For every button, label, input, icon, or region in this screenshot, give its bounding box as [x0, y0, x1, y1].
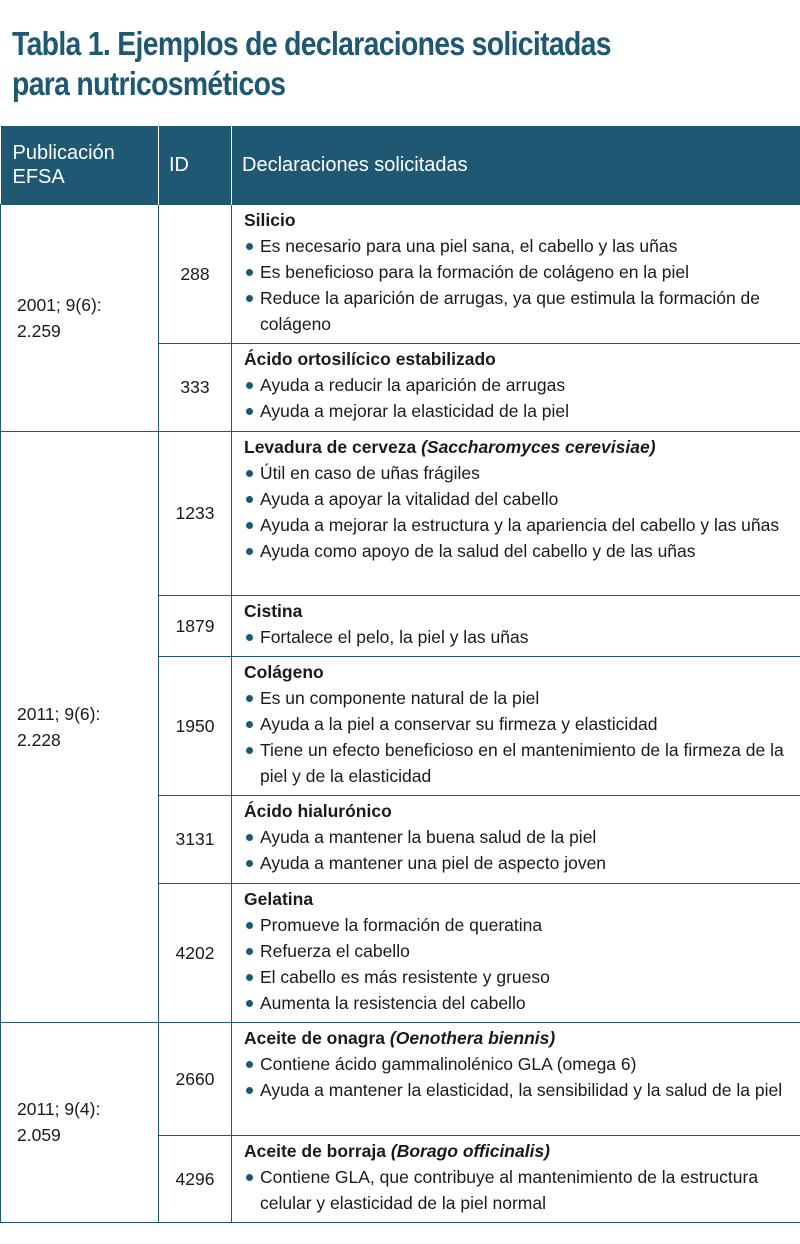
claims-cell: [232, 1022, 800, 1135]
claim-name: [244, 434, 790, 460]
claim-item: Contiene ácido gammalinolénico GLA (omega 6): [244, 1051, 790, 1077]
claims-cell: [232, 656, 800, 795]
claim-item: Ayuda a mantener la buena salud de la piel: [244, 824, 790, 850]
claims-cell: [232, 1135, 800, 1222]
header-publication-line-2: EFSA: [12, 165, 65, 188]
header-publication-line-1: Publicación: [12, 141, 115, 164]
claim-item: Es un componente natural de la piel: [244, 685, 790, 711]
claim-name: [244, 798, 790, 824]
claim-item: Fortalece el pelo, la piel y las uñas: [244, 624, 790, 650]
claim-list: [244, 685, 790, 789]
claim-item: Es necesario para una piel sana, el cabello y las uñas: [244, 233, 790, 259]
id-cell: 333: [159, 343, 232, 431]
claim-list: [244, 912, 790, 1016]
claim-item: Reduce la aparición de arrugas, ya que estimula la formación de colágeno: [244, 285, 790, 337]
id-cell: 1879: [159, 595, 232, 656]
table-title-line-2: para nutricosméticos: [12, 65, 286, 102]
claim-item: Contiene GLA, que contribuye al mantenimiento de la estructura celular y elasticidad de la piel normal: [244, 1164, 790, 1216]
claim-list: [244, 233, 790, 337]
claim-item: Es beneficioso para la formación de colágeno en la piel: [244, 259, 790, 285]
publication-line-2: 2.059: [17, 1125, 61, 1145]
ingredient-name: Ácido hialurónico: [244, 800, 392, 821]
id-cell: 4202: [159, 883, 232, 1022]
claim-name: [244, 598, 790, 624]
claim-item: Promueve la formación de queratina: [244, 912, 790, 938]
ingredient-name: Aceite de onagra: [244, 1027, 386, 1048]
claim-item: Ayuda a mejorar la elasticidad de la piel: [244, 398, 790, 424]
claim-name: [244, 659, 790, 685]
id-cell: 4296: [159, 1135, 232, 1222]
claim-list: [244, 1164, 790, 1216]
id-cell: 288: [159, 204, 232, 343]
claim-item: Aumenta la resistencia del cabello: [244, 990, 790, 1016]
claim-list: [244, 460, 790, 564]
header-id: ID: [159, 126, 232, 204]
ingredient-name: Ácido ortosilícico estabilizado: [244, 348, 496, 369]
claims-table: [0, 126, 800, 1223]
claim-list: [244, 1051, 790, 1103]
claim-name: [244, 1025, 790, 1051]
claim-item: Ayuda a apoyar la vitalidad del cabello: [244, 486, 790, 512]
publication-cell: [1, 1022, 159, 1222]
publication-cell: [1, 204, 159, 431]
claim-name: [244, 886, 790, 912]
claim-item: Ayuda a reducir la aparición de arrugas: [244, 372, 790, 398]
latin-name: (Borago officinalis): [390, 1140, 551, 1161]
ingredient-name: Levadura de cerveza: [244, 436, 417, 457]
header-claims: Declaraciones solicitadas: [232, 126, 800, 204]
claims-cell: [232, 795, 800, 883]
claim-item: Ayuda como apoyo de la salud del cabello y de las uñas: [244, 538, 790, 564]
claim-list: [244, 824, 790, 876]
claim-item: Tiene un efecto beneficioso en el mantenimiento de la firmeza de la piel y de la elasticidad: [244, 737, 790, 789]
id-cell: 2660: [159, 1022, 232, 1135]
publication-line-1: 2011; 9(6):: [17, 703, 101, 724]
claim-item: Ayuda a mantener la elasticidad, la sensibilidad y la salud de la piel: [244, 1077, 790, 1103]
table-body: [1, 204, 800, 1222]
id-cell: 1950: [159, 656, 232, 795]
ingredient-name: Colágeno: [244, 661, 324, 682]
ingredient-name: Gelatina: [244, 888, 314, 909]
publication-line-1: 2011; 9(4):: [17, 1099, 101, 1119]
claims-cell: [232, 204, 800, 343]
claim-item: Ayuda a la piel a conservar su firmeza y elasticidad: [244, 711, 790, 737]
table-header: [1, 126, 800, 204]
claim-name: [244, 207, 790, 233]
claims-cell: [232, 595, 800, 656]
table-row: [1, 1022, 800, 1135]
id-cell: 3131: [159, 795, 232, 883]
publication-cell: [1, 431, 159, 1022]
publication-line-2: 2.228: [17, 729, 61, 750]
id-cell: 1233: [159, 431, 232, 595]
claim-item: El cabello es más resistente y grueso: [244, 964, 790, 990]
table-row: [1, 431, 800, 595]
claim-item: Ayuda a mejorar la estructura y la apariencia del cabello y las uñas: [244, 512, 790, 538]
latin-name: (Oenothera biennis): [389, 1027, 556, 1048]
ingredient-name: Cistina: [244, 600, 303, 621]
claim-list: [244, 624, 790, 650]
header-publication: [1, 126, 159, 204]
publication-line-1: 2001; 9(6):: [17, 294, 102, 315]
table-title-line-1: Tabla 1. Ejemplos de declaraciones solicitadas: [12, 25, 611, 62]
claim-item: Refuerza el cabello: [244, 938, 790, 964]
claim-item: Útil en caso de uñas frágiles: [244, 460, 790, 486]
latin-name: (Saccharomyces cerevisiae): [421, 436, 656, 457]
claims-cell: [232, 883, 800, 1022]
claim-name: [244, 346, 790, 372]
claims-cell: [232, 431, 800, 595]
table-row: [1, 204, 800, 343]
claims-cell: [232, 343, 800, 431]
table-title: [0, 0, 800, 126]
publication-line-2: 2.259: [17, 320, 61, 341]
claim-name: [244, 1138, 790, 1164]
claim-list: [244, 372, 790, 424]
ingredient-name: Silicio: [244, 209, 296, 230]
claim-item: Ayuda a mantener una piel de aspecto joven: [244, 850, 790, 876]
ingredient-name: Aceite de borraja: [244, 1140, 386, 1161]
